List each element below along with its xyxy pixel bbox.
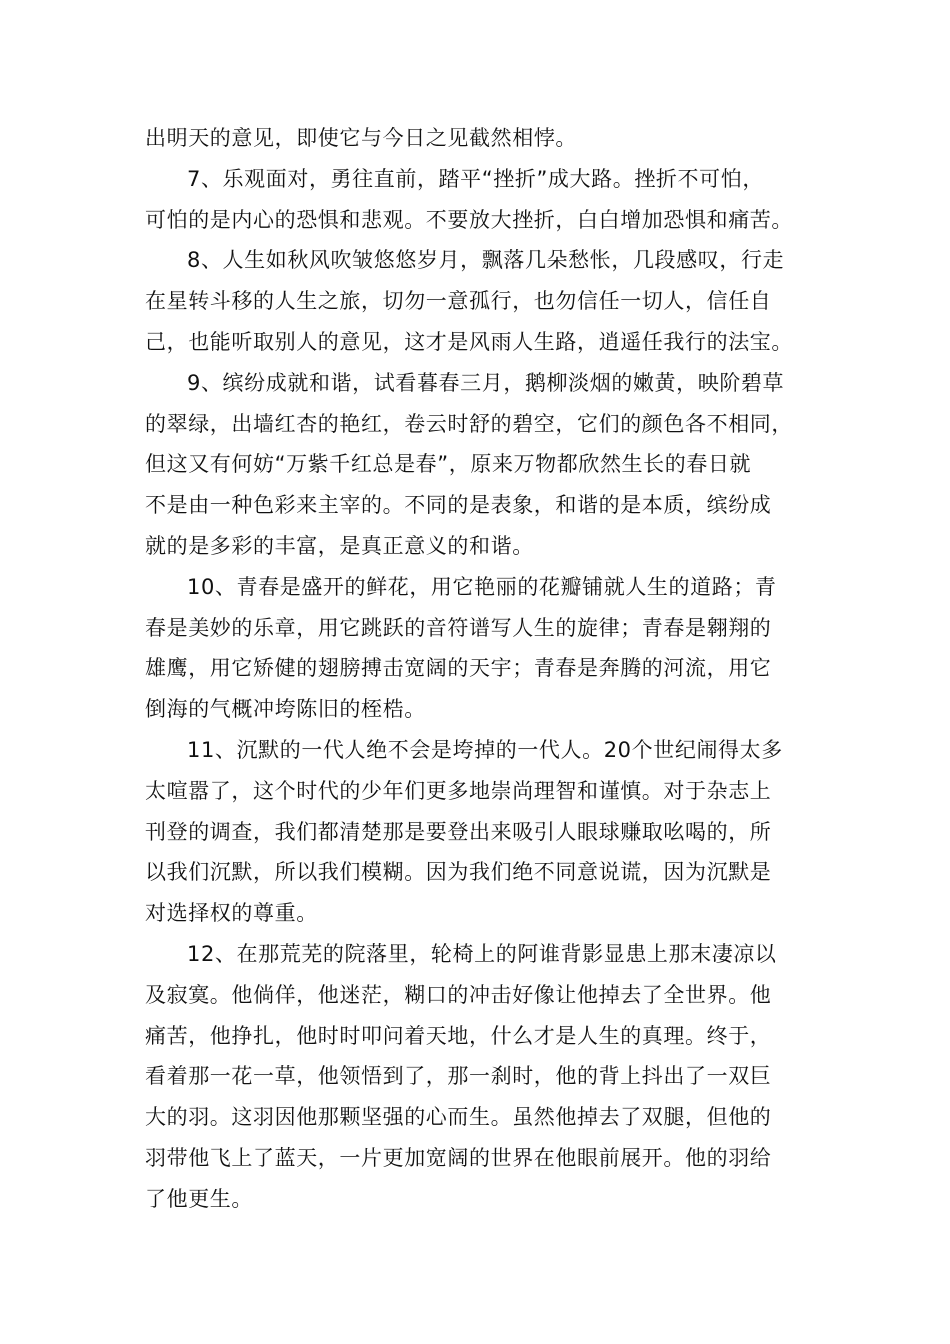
text-line: 己，也能听取别人的意见，这才是风雨人生路，逍遥任我行的法宝。	[145, 329, 793, 354]
text-line: 雄鹰，用它矫健的翅膀搏击宽阔的天宇；青春是奔腾的河流，用它	[145, 656, 772, 681]
text-line: 不是由一种色彩来主宰的。不同的是表象，和谐的是本质，缤纷成	[145, 493, 772, 518]
text-line: 及寂寞。他倘佯，他迷茫，糊口的冲击好像让他掉去了全世界。他	[145, 982, 772, 1007]
paragraph-11-start: 11、沉默的一代人绝不会是垮掉的一代人。20个世纪闹得太多	[187, 737, 783, 762]
text-line: 对选择权的尊重。	[145, 901, 318, 926]
text-line: 可怕的是内心的恐惧和悲观。不要放大挫折，白白增加恐惧和痛苦。	[145, 207, 793, 232]
text-line: 在星转斗移的人生之旅，切勿一意孤行，也勿信任一切人，信任自	[145, 289, 772, 314]
text-line: 大的羽。这羽因他那颗坚强的心而生。虽然他掉去了双腿，但他的	[145, 1105, 772, 1130]
paragraph-9-start: 9、缤纷成就和谐，试看暮春三月，鹅柳淡烟的嫩黄，映阶碧草	[187, 370, 785, 395]
text-line: 出明天的意见，即使它与今日之见截然相悖。	[145, 126, 577, 150]
text-line: 刊登的调查，我们都清楚那是要登出来吸引人眼球赚取吆喝的，所	[145, 819, 772, 844]
text-line: 痛苦，他挣扎，他时时叩问着天地，什么才是人生的真理。终于，	[145, 1023, 772, 1048]
text-line: 羽带他飞上了蓝天，一片更加宽阔的世界在他眼前展开。他的羽给	[145, 1145, 772, 1170]
paragraph-12-start: 12、在那荒芜的院落里，轮椅上的阿谁背影显患上那末凄凉以	[187, 941, 777, 966]
paragraph-8-start: 8、人生如秋风吹皱悠悠岁月，飘落几朵愁怅，几段感叹，行走	[187, 248, 785, 273]
paragraph-10-start: 10、青春是盛开的鲜花，用它艳丽的花瓣铺就人生的道路；青	[187, 574, 777, 599]
text-line: 春是美妙的乐章，用它跳跃的音符谱写人生的旋律；青春是翱翔的	[145, 615, 772, 640]
text-line: 以我们沉默，所以我们模糊。因为我们绝不同意说谎，因为沉默是	[145, 860, 772, 885]
text-line: 看着那一花一草，他领悟到了，那一刹时，他的背上抖出了一双巨	[145, 1064, 772, 1089]
paragraph-7-start: 7、乐观面对，勇往直前，踏平“挫折”成大路。挫折不可怕，	[187, 166, 764, 191]
text-line: 了他更生。	[145, 1186, 253, 1211]
document-body	[145, 118, 825, 1220]
text-line: 倒海的气概冲垮陈旧的桎梏。	[145, 697, 426, 722]
text-line: 就的是多彩的丰富，是真正意义的和谐。	[145, 533, 534, 558]
text-line: 的翠绿，出墙红杏的艳红，卷云时舒的碧空，它们的颜色各不相同，	[145, 411, 793, 436]
text-line: 但这又有何妨“万紫千红总是春”，原来万物都欣然生长的春日就	[145, 452, 752, 477]
text-line: 太喧嚣了，这个时代的少年们更多地崇尚理智和谨慎。对于杂志上	[145, 778, 772, 803]
